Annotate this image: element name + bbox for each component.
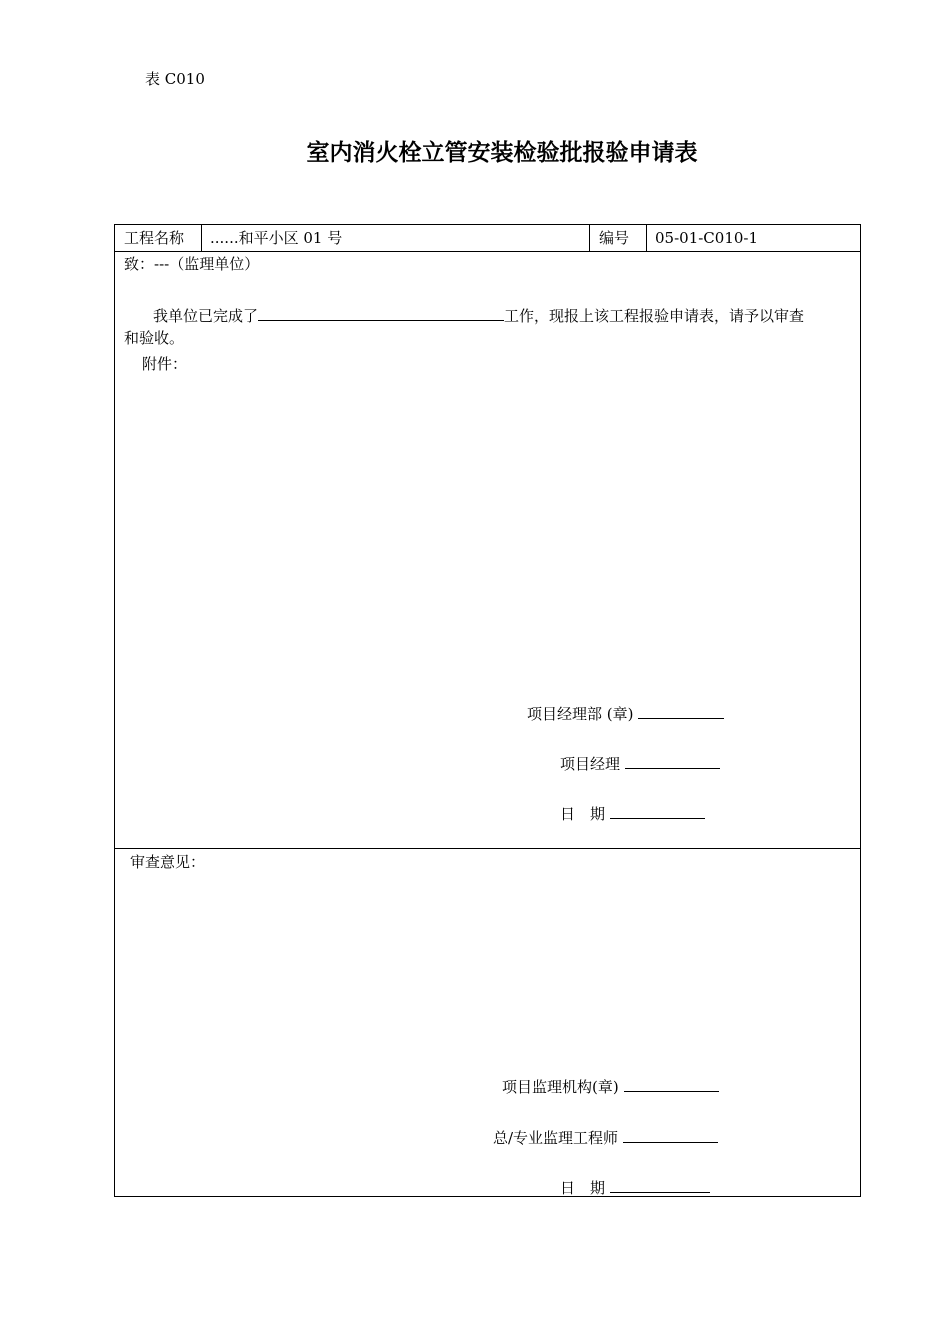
body-prefix: 我单位已完成了 <box>153 307 259 325</box>
dept-seal-label: 项目经理部 (章) <box>527 705 634 723</box>
number-label: 编号 <box>599 229 630 247</box>
application-form <box>114 224 861 1197</box>
app-date-blank <box>610 802 705 819</box>
to-line: 致：---（监理单位） <box>124 255 260 273</box>
divider <box>201 225 202 251</box>
review-opinion-label: 审查意见： <box>130 853 206 871</box>
section-divider <box>115 848 860 849</box>
review-date-blank <box>610 1176 710 1193</box>
application-body <box>153 304 804 326</box>
project-name-value: ......和平小区 01 号 <box>210 229 343 247</box>
body-line2: 和验收。 <box>124 329 185 347</box>
manager-label: 项目经理 <box>560 755 621 773</box>
attachments-label: 附件： <box>142 355 188 373</box>
number-value: 05-01-C010-1 <box>655 229 759 247</box>
engineer-label: 总/专业监理工程师 <box>493 1129 619 1147</box>
body-suffix: 工作，现报上该工程报验申请表，请予以审查 <box>504 307 805 325</box>
supervision-org-line <box>502 1075 719 1097</box>
supervision-org-label: 项目监理机构(章) <box>502 1078 619 1096</box>
app-date-line <box>560 802 705 824</box>
form-code: 表 C010 <box>145 70 205 88</box>
page-title: 室内消火栓立管安装检验批报验申请表 <box>306 140 698 166</box>
supervision-org-blank <box>624 1075 719 1092</box>
manager-blank <box>625 752 720 769</box>
engineer-line <box>493 1126 718 1148</box>
divider <box>589 225 590 251</box>
project-name-label: 工程名称 <box>124 229 185 247</box>
review-date-line <box>560 1176 710 1198</box>
review-date-label: 日 期 <box>560 1179 606 1197</box>
dept-seal-line <box>527 702 724 724</box>
header-row <box>115 225 860 252</box>
divider <box>646 225 647 251</box>
app-date-label: 日 期 <box>560 805 606 823</box>
engineer-blank <box>623 1126 718 1143</box>
dept-seal-blank <box>638 702 724 719</box>
work-blank <box>258 304 504 321</box>
manager-line <box>560 752 720 774</box>
